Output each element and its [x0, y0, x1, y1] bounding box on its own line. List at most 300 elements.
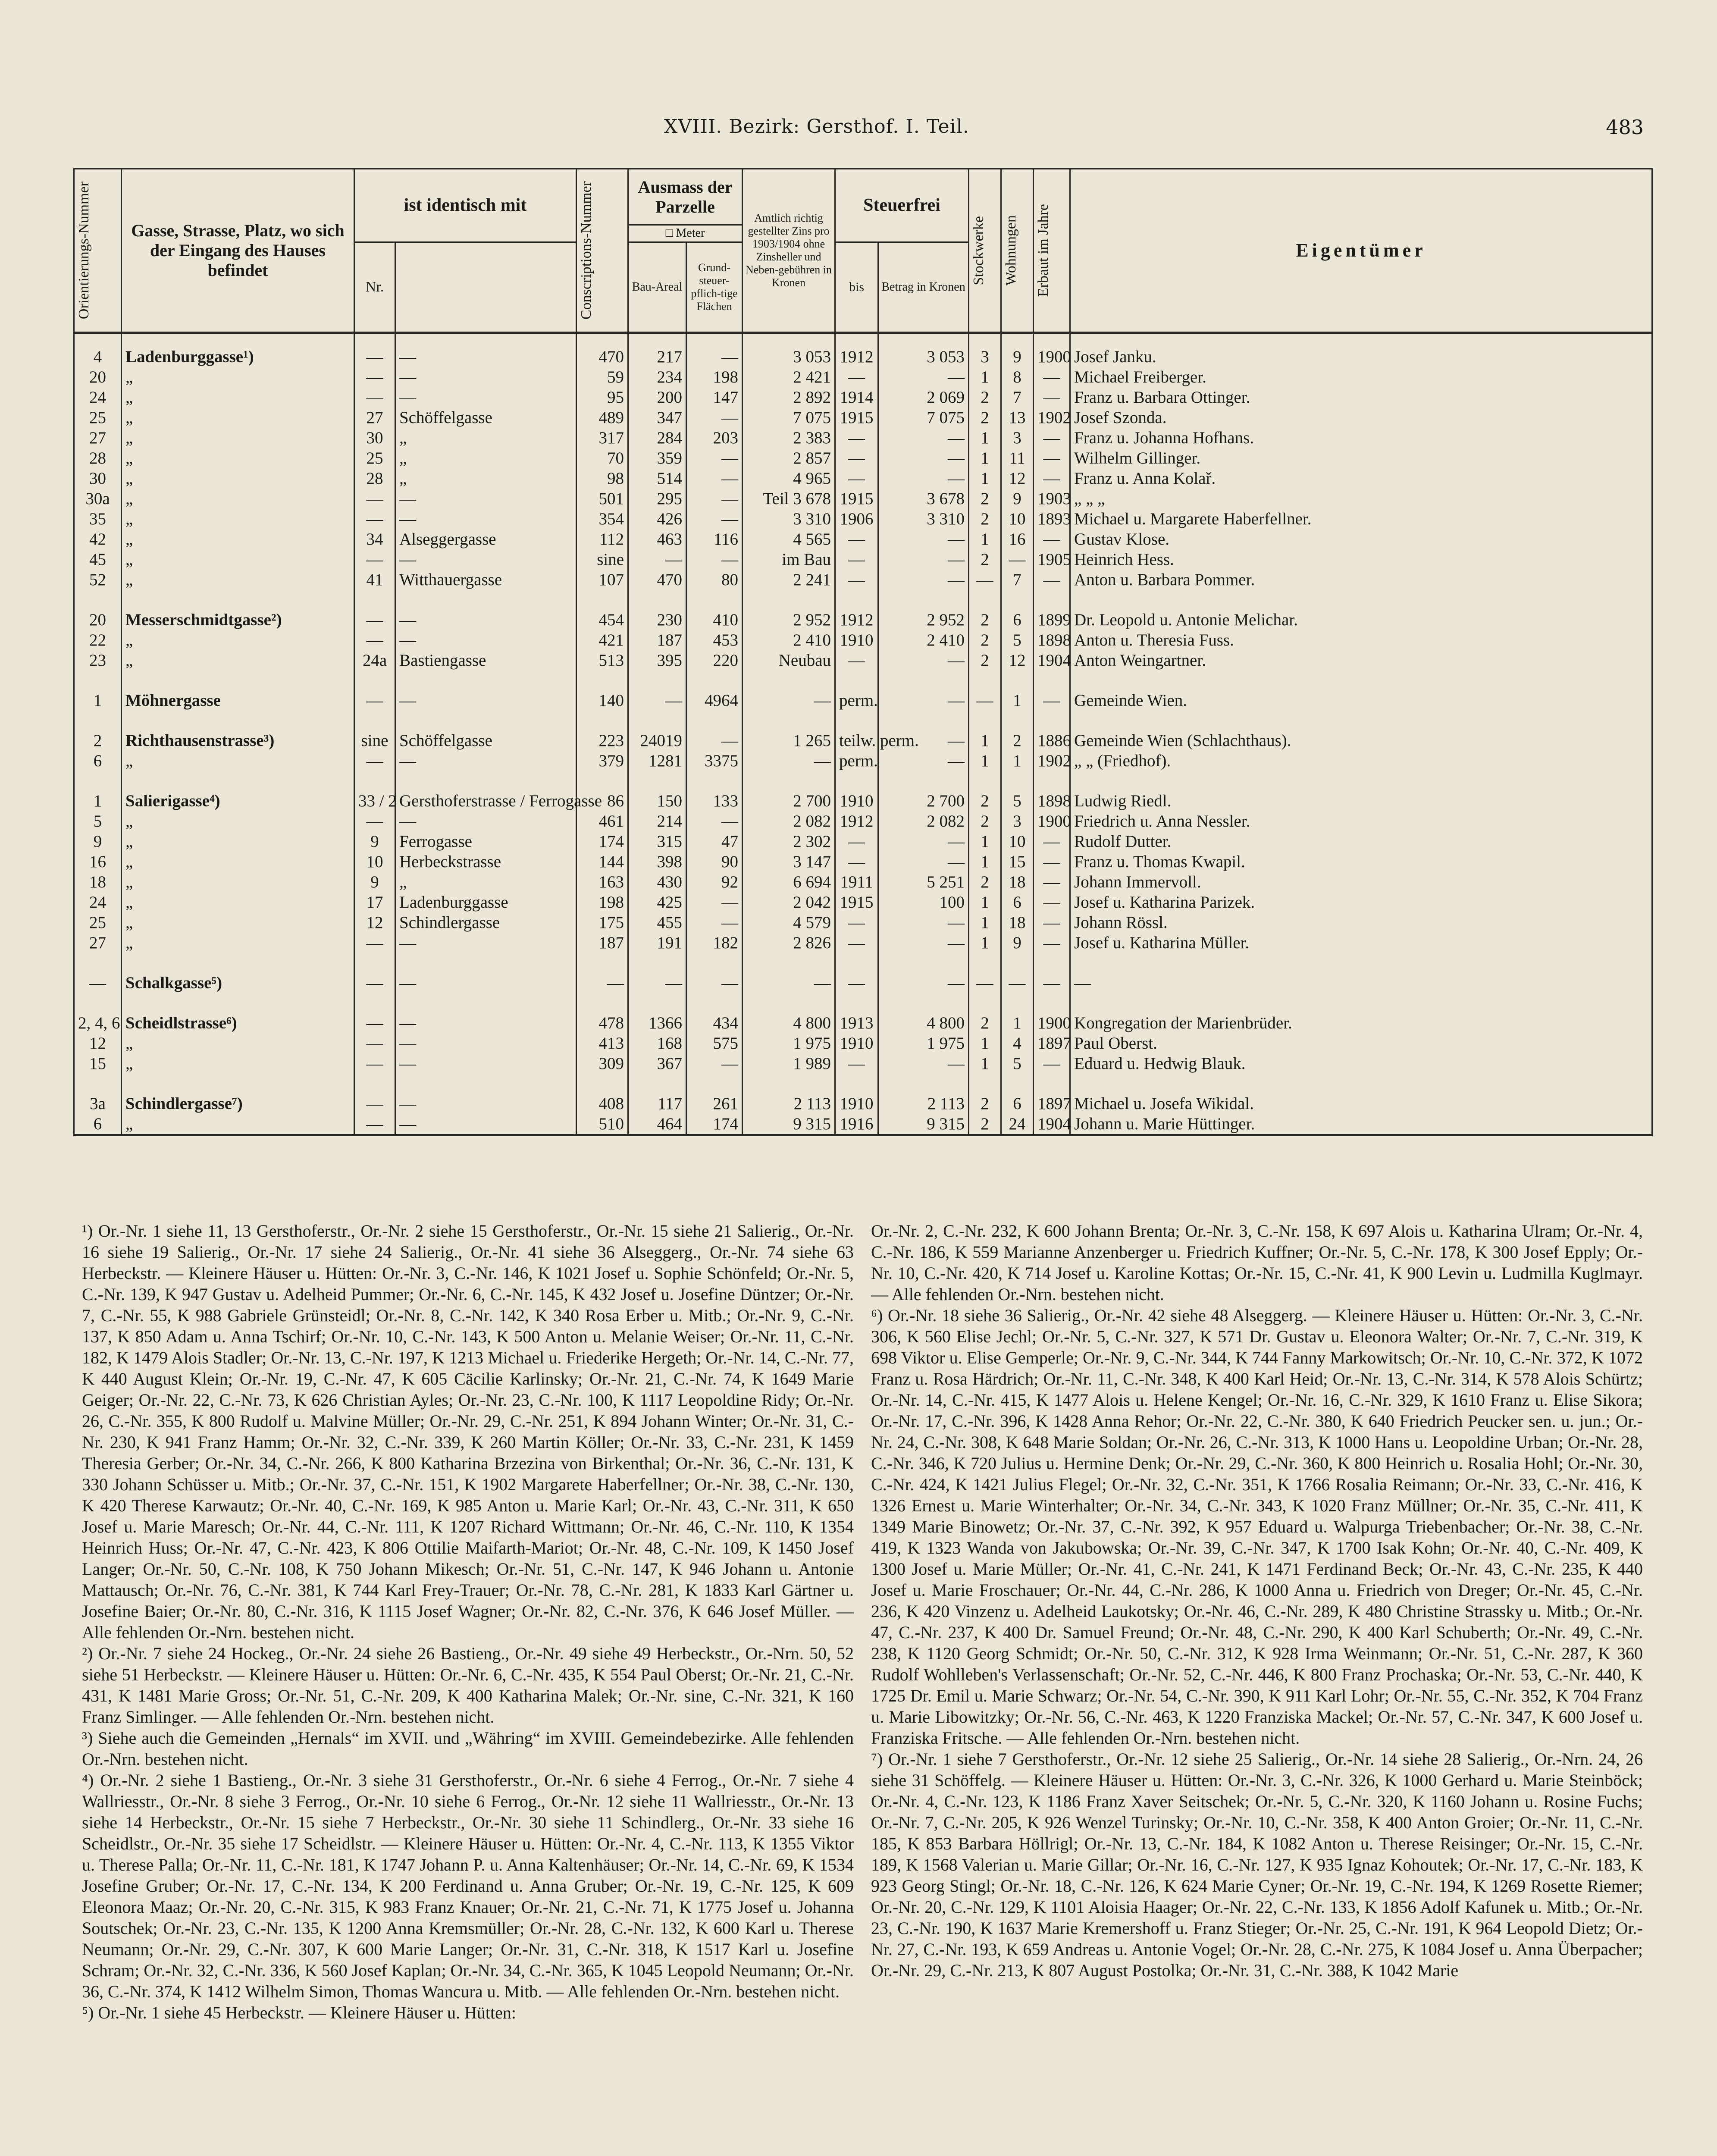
- identical-street-cell: Bastiengasse: [395, 650, 577, 671]
- spacer-cell: [395, 993, 577, 1013]
- identical-nr-cell: 9: [354, 872, 395, 892]
- owner-cell: Josef u. Katharina Parizek.: [1070, 892, 1652, 912]
- table-row: [74, 610, 1652, 630]
- wohnungen-cell: 5: [1001, 791, 1034, 811]
- orientation-number-cell: 3a: [74, 1094, 122, 1114]
- street-name-cell: „: [122, 509, 354, 529]
- table-row: [74, 549, 1652, 570]
- spacer-cell: [1070, 771, 1652, 791]
- spacer-cell: [1034, 993, 1070, 1013]
- owner-cell: —: [1070, 973, 1652, 993]
- property-register-table: [73, 168, 1653, 1136]
- steuerfrei-bis-cell: 1912: [835, 333, 878, 367]
- spacer-cell: [577, 953, 628, 973]
- steuerfrei-betrag-cell: 2 410: [878, 630, 969, 650]
- street-name-cell: „: [122, 468, 354, 489]
- spacer-cell: [1001, 993, 1034, 1013]
- erbaut-cell: —: [1034, 367, 1070, 387]
- owner-cell: Kongregation der Marienbrüder.: [1070, 1013, 1652, 1033]
- steuerfrei-betrag-cell: 4 800: [878, 1013, 969, 1033]
- col-orientation: Orientierungs-Nummer: [74, 169, 122, 333]
- steuerfrei-betrag-cell: 100: [878, 892, 969, 912]
- street-name-cell: „: [122, 872, 354, 892]
- spacer-cell: [577, 671, 628, 690]
- erbaut-cell: —: [1034, 973, 1070, 993]
- identical-street-cell: „: [395, 448, 577, 468]
- spacer-cell: [878, 711, 969, 730]
- owner-cell: Johann Rössl.: [1070, 912, 1652, 933]
- steuerfrei-bis-cell: 1910: [835, 791, 878, 811]
- identical-street-cell: —: [395, 387, 577, 407]
- identical-street-cell: —: [395, 610, 577, 630]
- steuerfrei-betrag-cell: —: [878, 933, 969, 953]
- identical-street-cell: Witthauergasse: [395, 570, 577, 590]
- spacer-cell: [686, 590, 743, 610]
- street-name-cell: Ladenburggasse¹): [122, 333, 354, 367]
- owner-cell: Friedrich u. Anna Nessler.: [1070, 811, 1652, 831]
- identical-nr-cell: —: [354, 1033, 395, 1053]
- identical-street-cell: —: [395, 811, 577, 831]
- grund-flaeche-cell: 261: [686, 1094, 743, 1114]
- street-name-cell: „: [122, 407, 354, 428]
- steuerfrei-betrag-cell: —: [878, 1053, 969, 1074]
- orientation-number-cell: 20: [74, 610, 122, 630]
- identical-nr-cell: —: [354, 367, 395, 387]
- col-steuerfrei: Steuerfrei: [835, 169, 969, 242]
- identical-street-cell: —: [395, 1094, 577, 1114]
- conscription-number-cell: 379: [577, 751, 628, 771]
- conscription-number-cell: 86: [577, 791, 628, 811]
- conscription-number-cell: 198: [577, 892, 628, 912]
- orientation-number-cell: 22: [74, 630, 122, 650]
- orientation-number-cell: 16: [74, 852, 122, 872]
- owner-cell: Josef Szonda.: [1070, 407, 1652, 428]
- identical-street-cell: —: [395, 1053, 577, 1074]
- bau-areal-cell: 398: [628, 852, 686, 872]
- erbaut-cell: —: [1034, 468, 1070, 489]
- zins-cell: 2 892: [743, 387, 835, 407]
- spacer-cell: [354, 993, 395, 1013]
- col-bis: bis: [835, 242, 878, 333]
- table-row: [74, 791, 1652, 811]
- orientation-number-cell: 18: [74, 872, 122, 892]
- spacer-cell: [835, 771, 878, 791]
- spacer-cell: [969, 953, 1001, 973]
- table-row: [74, 407, 1652, 428]
- spacer-cell: [835, 993, 878, 1013]
- spacer-cell: [395, 711, 577, 730]
- bau-areal-cell: 214: [628, 811, 686, 831]
- spacer-cell: [628, 590, 686, 610]
- stockwerke-cell: 2: [969, 1013, 1001, 1033]
- spacer-cell: [395, 1074, 577, 1094]
- stockwerke-cell: 2: [969, 650, 1001, 671]
- steuerfrei-betrag-cell: —: [878, 468, 969, 489]
- erbaut-cell: —: [1034, 690, 1070, 711]
- identical-street-cell: Schöffelgasse: [395, 407, 577, 428]
- table-row: [74, 387, 1652, 407]
- page-number: 483: [1606, 116, 1644, 139]
- footnote: Or.-Nr. 2, C.-Nr. 232, K 600 Johann Brenta; Or.-Nr. 3, C.-Nr. 158, K 697 Alois u. Katharina Ulram; Or.-Nr. 4, C.-Nr. 186, K 559 Marianne Anzenberger u. Friedrich Kuffner; Or.-Nr. 5, C.-Nr. 178, K 300 Josef Epply; Or.-Nr. 10, C.-Nr. 420, K 714 Josef u. Karoline Kottas; Or.-Nr. 15, C.-Nr. 41, K 900 Levin u. Ludmilla Kuglmayr. — Alle fehlenden Or.-Nrn. bestehen nicht.: [871, 1221, 1643, 1304]
- zins-cell: 2 857: [743, 448, 835, 468]
- table-row: [74, 570, 1652, 590]
- spacer-cell: [122, 711, 354, 730]
- table-row: [74, 730, 1652, 751]
- erbaut-cell: 1897: [1034, 1033, 1070, 1053]
- street-name-cell: „: [122, 570, 354, 590]
- stockwerke-cell: 1: [969, 1033, 1001, 1053]
- table-row: [74, 831, 1652, 852]
- erbaut-cell: 1893: [1034, 509, 1070, 529]
- conscription-number-cell: 408: [577, 1094, 628, 1114]
- grund-flaeche-cell: 453: [686, 630, 743, 650]
- identical-nr-cell: —: [354, 751, 395, 771]
- conscription-number-cell: 140: [577, 690, 628, 711]
- col-wohnungen: Wohnungen: [1001, 169, 1034, 333]
- identical-nr-cell: 10: [354, 852, 395, 872]
- steuerfrei-betrag-cell: —: [878, 549, 969, 570]
- footnote: ⁶) Or.-Nr. 18 siehe 36 Salierig., Or.-Nr. 42 siehe 48 Alseggerg. — Kleinere Häuser u. Hütten: Or.-Nr. 3, C.-Nr. 306, K 560 Elise Jechl; Or.-Nr. 5, C.-Nr. 327, K 571 Dr. Gustav u. Eleonora Walter; Or.-Nr. 7, C.-Nr. 319, K 698 Viktor u. Elise Gemperle; Or.-Nr. 9, C.-Nr. 344, K 744 Fanny Markowitsch; Or.-Nr. 10, C.-Nr. 372, K 1072 Franz u. Rosa Härdrich; Or.-Nr. 11, C.-Nr. 348, K 400 Karl Heid; Or.-Nr. 13, C.-Nr. 314, K 578 Alois Schürtz; Or.-Nr. 14, C.-Nr. 415, K 1477 Alois u. Helene Kengel; Or.-Nr. 16, C.-Nr. 329, K 1610 Franz u. Elise Sikora; Or.-Nr. 17, C.-Nr. 396, K 1428 Anna Rehor; Or.-Nr. 22, C.-Nr. 380, K 640 Friedrich Peucker sen. u. jun.; Or.-Nr. 24, C.-Nr. 308, K 648 Marie Soldan; Or.-Nr. 26, C.-Nr. 313, K 1000 Hans u. Leopoldine Urban; Or.-Nr. 28, C.-Nr. 346, K 720 Julius u. Hermine Denk; Or.-Nr. 29, C.-Nr. 360, K 800 Heinrich u. Rosalia Hohl; Or.-Nr. 30, C.-Nr. 424, K 1421 Julius Flegel; Or.-Nr. 32, C.-Nr. 351, K 1766 Rosalia Reimann; Or.-Nr. 33, C.-Nr. 416, K 1326 Ernest u. Marie Winterhalter; Or.-Nr. 34, C.-Nr. 343, K 1020 Franz Müllner; Or.-Nr. 35, C.-Nr. 411, K 1349 Marie Binowetz; Or.-Nr. 37, C.-Nr. 392, K 957 Eduard u. Walpurga Triebenbacher; Or.-Nr. 38, C.-Nr. 419, K 1323 Wanda von Jakubowska; Or.-Nr. 39, C.-Nr. 347, K 1700 Isak Kohn; Or.-Nr. 40, C.-Nr. 409, K 1300 Josef u. Marie Müller; Or.-Nr. 41, C.-Nr. 241, K 1471 Ferdinand Beck; Or.-Nr. 43, C.-Nr. 235, K 440 Josef u. Marie Froschauer; Or.-Nr. 44, C.-Nr. 286, K 1000 Anna u. Friedrich von Dreger; Or.-Nr. 45, C.-Nr. 236, K 420 Vinzenz u. Adelheid Laukotsky; Or.-Nr. 46, C.-Nr. 289, K 480 Christine Strassky u. Mitb.; Or.-Nr. 47, C.-Nr. 237, K 400 Dr. Samuel Freund; Or.-Nr. 48, C.-Nr. 290, K 400 Karl Schuberth; Or.-Nr. 49, C.-Nr. 238, K 1120 Georg Schmidt; Or.-Nr. 50, C.-Nr. 312, K 928 Irma Weinmann; Or.-Nr. 51, C.-Nr. 287, K 360 Rudolf Wohlleben's Verlassenschaft; Or.-Nr. 52, C.-Nr. 446, K 800 Franz Prochaska; Or.-Nr. 53, C.-Nr. 440, K 1725 Dr. Emil u. Marie Schwarz; Or.-Nr. 54, C.-Nr. 390, K 911 Karl Lohr; Or.-Nr. 55, C.-Nr. 352, K 704 Franz u. Marie Libowitzky; Or.-Nr. 56, C.-Nr. 463, K 1220 Franziska Mackel; Or.-Nr. 57, C.-Nr. 347, K 600 Josef u. Franziska Fritsche. — Alle fehlenden Or.-Nrn. bestehen nicht.: [871, 1306, 1643, 1748]
- steuerfrei-bis-cell: 1912: [835, 610, 878, 630]
- steuerfrei-betrag-cell: —: [878, 529, 969, 549]
- steuerfrei-betrag-cell: 3 678: [878, 489, 969, 509]
- owner-cell: Josef Janku.: [1070, 333, 1652, 367]
- identical-nr-cell: 9: [354, 831, 395, 852]
- erbaut-cell: 1903: [1034, 489, 1070, 509]
- zins-cell: 4 565: [743, 529, 835, 549]
- spacer-cell: [1001, 590, 1034, 610]
- conscription-number-cell: 144: [577, 852, 628, 872]
- orientation-number-cell: 1: [74, 690, 122, 711]
- steuerfrei-bis-cell: 1910: [835, 1094, 878, 1114]
- spacer-cell: [1001, 1074, 1034, 1094]
- table-row: [74, 448, 1652, 468]
- grund-flaeche-cell: 92: [686, 872, 743, 892]
- col-identical-street: [395, 242, 577, 333]
- conscription-number-cell: sine: [577, 549, 628, 570]
- orientation-number-cell: 5: [74, 811, 122, 831]
- conscription-number-cell: 95: [577, 387, 628, 407]
- stockwerke-cell: 1: [969, 852, 1001, 872]
- grund-flaeche-cell: 147: [686, 387, 743, 407]
- grund-flaeche-cell: 182: [686, 933, 743, 953]
- stockwerke-cell: 2: [969, 610, 1001, 630]
- wohnungen-cell: 3: [1001, 811, 1034, 831]
- col-grund: Grund-steuer-pflich-tige Flächen: [686, 242, 743, 333]
- owner-cell: Gustav Klose.: [1070, 529, 1652, 549]
- table-row: [74, 509, 1652, 529]
- identical-street-cell: „: [395, 428, 577, 448]
- erbaut-cell: 1902: [1034, 751, 1070, 771]
- bau-areal-cell: 430: [628, 872, 686, 892]
- identical-nr-cell: 28: [354, 468, 395, 489]
- spacer-cell: [1034, 711, 1070, 730]
- owner-cell: Franz u. Barbara Ottinger.: [1070, 387, 1652, 407]
- table-row: [74, 489, 1652, 509]
- zins-cell: 7 075: [743, 407, 835, 428]
- grund-flaeche-cell: 116: [686, 529, 743, 549]
- wohnungen-cell: 1: [1001, 751, 1034, 771]
- table-row: [74, 1053, 1652, 1074]
- wohnungen-cell: 6: [1001, 610, 1034, 630]
- spacer-cell: [628, 711, 686, 730]
- identical-street-cell: Gersthoferstrasse / Ferrogasse: [395, 791, 577, 811]
- grund-flaeche-cell: 3375: [686, 751, 743, 771]
- bau-areal-cell: 395: [628, 650, 686, 671]
- footnotes-left: [82, 1220, 854, 2023]
- identical-nr-cell: 24a: [354, 650, 395, 671]
- identical-street-cell: —: [395, 367, 577, 387]
- zins-cell: im Bau: [743, 549, 835, 570]
- row-spacer: [74, 711, 1652, 730]
- identical-street-cell: Schöffelgasse: [395, 730, 577, 751]
- spacer-cell: [1070, 590, 1652, 610]
- spacer-cell: [74, 993, 122, 1013]
- bau-areal-cell: 150: [628, 791, 686, 811]
- owner-cell: „ „ (Friedhof).: [1070, 751, 1652, 771]
- owner-cell: Dr. Leopold u. Antonie Melichar.: [1070, 610, 1652, 630]
- steuerfrei-bis-cell: 1915: [835, 407, 878, 428]
- identical-street-cell: —: [395, 751, 577, 771]
- erbaut-cell: 1899: [1034, 610, 1070, 630]
- table-row: [74, 367, 1652, 387]
- col-identical-nr: Nr.: [354, 242, 395, 333]
- stockwerke-cell: —: [969, 570, 1001, 590]
- grund-flaeche-cell: 410: [686, 610, 743, 630]
- grund-flaeche-cell: 174: [686, 1114, 743, 1135]
- steuerfrei-betrag-cell: —: [878, 912, 969, 933]
- wohnungen-cell: 6: [1001, 1094, 1034, 1114]
- erbaut-cell: —: [1034, 448, 1070, 468]
- col-ausmass: Ausmass der Parzelle: [628, 169, 743, 225]
- spacer-cell: [835, 711, 878, 730]
- identical-nr-cell: 12: [354, 912, 395, 933]
- steuerfrei-bis-cell: —: [835, 650, 878, 671]
- spacer-cell: [395, 590, 577, 610]
- bau-areal-cell: 200: [628, 387, 686, 407]
- spacer-cell: [969, 711, 1001, 730]
- owner-cell: Eduard u. Hedwig Blauk.: [1070, 1053, 1652, 1074]
- street-name-cell: „: [122, 1053, 354, 1074]
- zins-cell: 2 241: [743, 570, 835, 590]
- street-name-cell: Salierigasse⁴): [122, 791, 354, 811]
- spacer-cell: [1034, 771, 1070, 791]
- identical-street-cell: Alseggergasse: [395, 529, 577, 549]
- owner-cell: Franz u. Thomas Kwapil.: [1070, 852, 1652, 872]
- steuerfrei-betrag-cell: —: [878, 367, 969, 387]
- steuerfrei-bis-cell: —: [835, 973, 878, 993]
- steuerfrei-bis-cell: —: [835, 831, 878, 852]
- owner-cell: Johann u. Marie Hüttinger.: [1070, 1114, 1652, 1135]
- spacer-cell: [1070, 1074, 1652, 1094]
- owner-cell: Anton u. Barbara Pommer.: [1070, 570, 1652, 590]
- orientation-number-cell: 6: [74, 751, 122, 771]
- identical-nr-cell: 33 / 2: [354, 791, 395, 811]
- erbaut-cell: —: [1034, 387, 1070, 407]
- owner-cell: Anton Weingartner.: [1070, 650, 1652, 671]
- stockwerke-cell: 2: [969, 1094, 1001, 1114]
- spacer-cell: [743, 1074, 835, 1094]
- spacer-cell: [969, 771, 1001, 791]
- identical-nr-cell: —: [354, 690, 395, 711]
- steuerfrei-betrag-cell: —: [878, 690, 969, 711]
- spacer-cell: [743, 590, 835, 610]
- zins-cell: 4 965: [743, 468, 835, 489]
- identical-street-cell: —: [395, 549, 577, 570]
- col-identical: ist identisch mit: [354, 169, 577, 242]
- steuerfrei-betrag-cell: 5 251: [878, 872, 969, 892]
- spacer-cell: [1034, 953, 1070, 973]
- identical-nr-cell: —: [354, 1094, 395, 1114]
- orientation-number-cell: 25: [74, 407, 122, 428]
- orientation-number-cell: 52: [74, 570, 122, 590]
- orientation-number-cell: 2: [74, 730, 122, 751]
- street-name-cell: „: [122, 751, 354, 771]
- spacer-cell: [1001, 711, 1034, 730]
- grund-flaeche-cell: —: [686, 333, 743, 367]
- spacer-cell: [1001, 771, 1034, 791]
- erbaut-cell: —: [1034, 933, 1070, 953]
- table-row: [74, 912, 1652, 933]
- spacer-cell: [122, 771, 354, 791]
- zins-cell: 2 113: [743, 1094, 835, 1114]
- bau-areal-cell: 191: [628, 933, 686, 953]
- street-name-cell: „: [122, 892, 354, 912]
- wohnungen-cell: —: [1001, 973, 1034, 993]
- identical-nr-cell: —: [354, 1013, 395, 1033]
- stockwerke-cell: 1: [969, 751, 1001, 771]
- table-row: [74, 690, 1652, 711]
- wohnungen-cell: 12: [1001, 650, 1034, 671]
- wohnungen-cell: 8: [1001, 367, 1034, 387]
- stockwerke-cell: 2: [969, 489, 1001, 509]
- identical-nr-cell: —: [354, 811, 395, 831]
- street-name-cell: Richthausenstrasse³): [122, 730, 354, 751]
- grund-flaeche-cell: —: [686, 811, 743, 831]
- street-name-cell: Schindlergasse⁷): [122, 1094, 354, 1114]
- conscription-number-cell: 354: [577, 509, 628, 529]
- identical-street-cell: —: [395, 489, 577, 509]
- identical-street-cell: —: [395, 333, 577, 367]
- identical-street-cell: —: [395, 933, 577, 953]
- steuerfrei-bis-cell: —: [835, 448, 878, 468]
- spacer-cell: [395, 671, 577, 690]
- steuerfrei-bis-cell: 1915: [835, 892, 878, 912]
- grund-flaeche-cell: 220: [686, 650, 743, 671]
- row-spacer: [74, 1074, 1652, 1094]
- identical-nr-cell: —: [354, 489, 395, 509]
- wohnungen-cell: 16: [1001, 529, 1034, 549]
- wohnungen-cell: 24: [1001, 1114, 1034, 1135]
- steuerfrei-bis-cell: —: [835, 428, 878, 448]
- steuerfrei-betrag-cell: 2 113: [878, 1094, 969, 1114]
- stockwerke-cell: —: [969, 690, 1001, 711]
- bau-areal-cell: —: [628, 973, 686, 993]
- spacer-cell: [835, 953, 878, 973]
- conscription-number-cell: 174: [577, 831, 628, 852]
- bau-areal-cell: 470: [628, 570, 686, 590]
- identical-street-cell: „: [395, 468, 577, 489]
- stockwerke-cell: 2: [969, 630, 1001, 650]
- zins-cell: 6 694: [743, 872, 835, 892]
- wohnungen-cell: 9: [1001, 933, 1034, 953]
- stockwerke-cell: 2: [969, 791, 1001, 811]
- stockwerke-cell: 1: [969, 730, 1001, 751]
- steuerfrei-betrag-cell: 1 975: [878, 1033, 969, 1053]
- conscription-number-cell: 513: [577, 650, 628, 671]
- table-row: [74, 973, 1652, 993]
- owner-cell: Michael Freiberger.: [1070, 367, 1652, 387]
- identical-street-cell: Schindlergasse: [395, 912, 577, 933]
- erbaut-cell: —: [1034, 831, 1070, 852]
- identical-nr-cell: —: [354, 549, 395, 570]
- owner-cell: Wilhelm Gillinger.: [1070, 448, 1652, 468]
- spacer-cell: [354, 671, 395, 690]
- stockwerke-cell: 2: [969, 509, 1001, 529]
- orientation-number-cell: 6: [74, 1114, 122, 1135]
- orientation-number-cell: 27: [74, 933, 122, 953]
- stockwerke-cell: 1: [969, 912, 1001, 933]
- spacer-cell: [1001, 953, 1034, 973]
- stockwerke-cell: 1: [969, 831, 1001, 852]
- orientation-number-cell: 25: [74, 912, 122, 933]
- zins-cell: 2 421: [743, 367, 835, 387]
- steuerfrei-betrag-cell: 2 700: [878, 791, 969, 811]
- steuerfrei-bis-cell: —: [835, 912, 878, 933]
- street-name-cell: Möhnergasse: [122, 690, 354, 711]
- orientation-number-cell: 4: [74, 333, 122, 367]
- bau-areal-cell: 284: [628, 428, 686, 448]
- spacer-cell: [122, 993, 354, 1013]
- identical-street-cell: —: [395, 1114, 577, 1135]
- wohnungen-cell: 3: [1001, 428, 1034, 448]
- zins-cell: 2 302: [743, 831, 835, 852]
- steuerfrei-betrag-cell: —: [878, 852, 969, 872]
- spacer-cell: [577, 993, 628, 1013]
- bau-areal-cell: 359: [628, 448, 686, 468]
- zins-cell: 2 082: [743, 811, 835, 831]
- identical-street-cell: Herbeckstrasse: [395, 852, 577, 872]
- erbaut-cell: 1905: [1034, 549, 1070, 570]
- grund-flaeche-cell: 133: [686, 791, 743, 811]
- spacer-cell: [577, 590, 628, 610]
- street-name-cell: Scheidlstrasse⁶): [122, 1013, 354, 1033]
- conscription-number-cell: 489: [577, 407, 628, 428]
- street-name-cell: „: [122, 549, 354, 570]
- stockwerke-cell: 1: [969, 367, 1001, 387]
- spacer-cell: [743, 671, 835, 690]
- table-row: [74, 751, 1652, 771]
- street-name-cell: „: [122, 912, 354, 933]
- stockwerke-cell: 1: [969, 428, 1001, 448]
- spacer-cell: [743, 993, 835, 1013]
- grund-flaeche-cell: —: [686, 549, 743, 570]
- zins-cell: —: [743, 690, 835, 711]
- steuerfrei-bis-cell: 1913: [835, 1013, 878, 1033]
- erbaut-cell: —: [1034, 1053, 1070, 1074]
- bau-areal-cell: 315: [628, 831, 686, 852]
- conscription-number-cell: 413: [577, 1033, 628, 1053]
- erbaut-cell: —: [1034, 872, 1070, 892]
- spacer-cell: [743, 771, 835, 791]
- zins-cell: 9 315: [743, 1114, 835, 1135]
- conscription-number-cell: 223: [577, 730, 628, 751]
- zins-cell: 1 265: [743, 730, 835, 751]
- identical-street-cell: —: [395, 1033, 577, 1053]
- table-row: [74, 811, 1652, 831]
- spacer-cell: [686, 1074, 743, 1094]
- identical-nr-cell: 34: [354, 529, 395, 549]
